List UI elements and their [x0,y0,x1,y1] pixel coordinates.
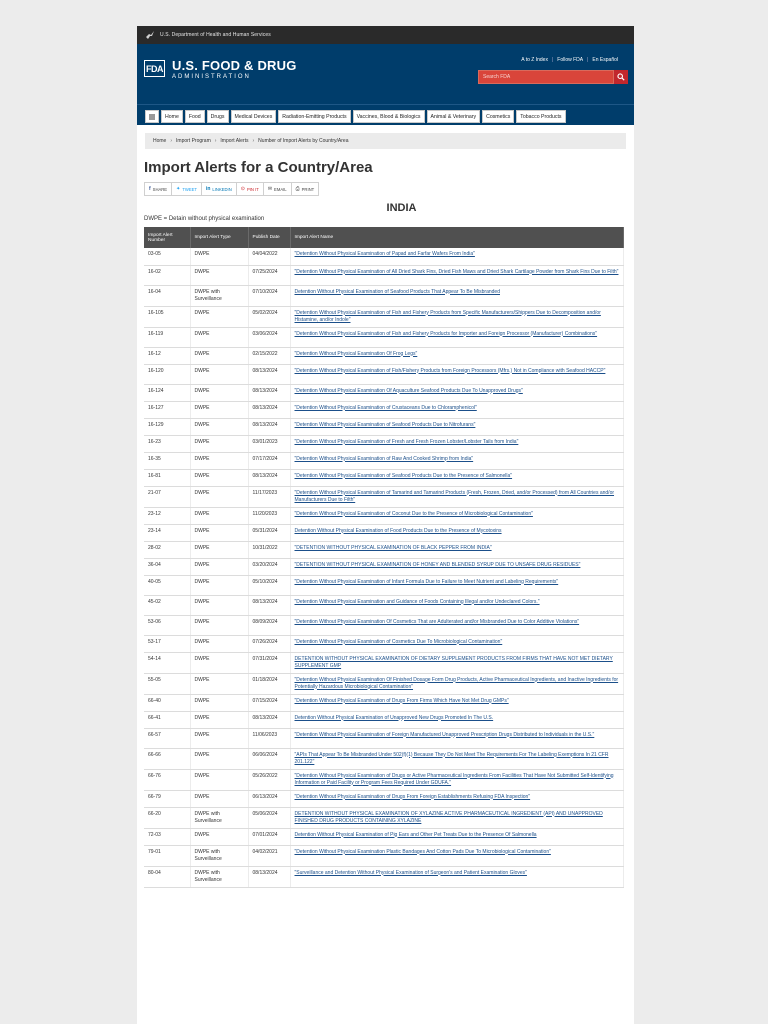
table-header-row [144,227,624,248]
publish-date-cell: 05/06/2024 [248,807,290,828]
alert-name-cell [290,306,624,327]
alert-name-cell [290,790,624,807]
table-row [144,652,624,673]
alert-name-link[interactable]: "Detention Without Physical Examination of Drugs or Active Pharmaceutical Ingredients From Facilities That Have Not Submitted Self-Identifying Information or Paid Facility or Program Fees Required Under GDUFA." [294,772,614,786]
table-row [144,748,624,769]
alert-type-cell: DWPE [190,769,248,790]
alert-number-cell: 79-01 [144,845,190,866]
table-row [144,595,624,615]
alert-number-cell: 16-23 [144,435,190,452]
nav-radiation-products[interactable]: Radiation-Emitting Products [278,110,350,123]
alert-type-cell: DWPE [190,595,248,615]
import-alerts-table [144,227,624,888]
page-title: Import Alerts for a Country/Area [144,159,373,176]
alert-type-cell: DWPE [190,615,248,635]
alert-name-link[interactable]: "Detention Without Physical Examination of Crustaceans Due to Chloramphenicol" [294,404,477,411]
email-icon: ✉ [267,186,273,192]
alert-number-cell: 66-79 [144,790,190,807]
util-link-follow[interactable]: Follow FDA [557,57,584,63]
alert-number-cell: 16-129 [144,418,190,435]
alert-type-cell: DWPE [190,711,248,728]
alert-type-cell: DWPE [190,828,248,845]
alert-name-link[interactable]: "Detention Without Physical Examination of Tamarind and Tamarind Products (Fresh, Frozen, Dried, and/or Processed) from All Countries and/or Manufacturers Due to Filth" [294,489,615,503]
alert-name-cell [290,265,624,285]
alert-type-cell: DWPE [190,327,248,347]
publish-date-cell: 03/20/2024 [248,558,290,575]
alert-type-cell: DWPE [190,435,248,452]
alert-number-cell: 28-02 [144,541,190,558]
alert-name-cell [290,769,624,790]
alert-name-link[interactable]: "Detention Without Physical Examination of Seafood Products Due to Nitrofurans" [294,421,476,428]
alert-name-link[interactable]: "Surveillance and Detention Without Physical Examination of Surgeon's and Patient Examination Gloves" [294,869,527,876]
share-twitter-button[interactable] [172,183,202,195]
alert-name-cell [290,575,624,595]
alert-name-cell [290,248,624,265]
publish-date-cell: 08/13/2024 [248,595,290,615]
publish-date-cell: 07/17/2024 [248,452,290,469]
share-label: SHARE [152,186,168,192]
search-input[interactable] [478,70,614,84]
alert-type-cell: DWPE [190,728,248,748]
alert-number-cell: 16-04 [144,285,190,306]
share-label: TWEET [182,186,197,192]
alert-type-cell: DWPE [190,524,248,541]
alert-name-cell [290,595,624,615]
header-publish-date[interactable]: Publish Date [248,227,290,248]
alert-number-cell: 45-02 [144,595,190,615]
search-button[interactable] [614,70,628,84]
publish-date-cell: 08/13/2024 [248,866,290,887]
search-box [478,70,628,84]
publish-date-cell: 03/06/2024 [248,327,290,347]
alert-name-cell [290,635,624,652]
util-link-espanol[interactable]: En Español [592,57,618,63]
alert-number-cell: 16-119 [144,327,190,347]
alert-type-cell: DWPE [190,418,248,435]
alert-name-cell [290,652,624,673]
alert-number-cell: 54-14 [144,652,190,673]
alert-name-link[interactable]: "Detention Without Physical Examination of Cosmetics Due To Microbiological Contamination" [294,638,503,645]
alert-name-link[interactable]: Detention Without Physical Examination of Seafood Products That Appear To Be Misbranded [294,288,500,295]
alert-name-link[interactable]: Detention Without Physical Examination of Unapproved New Drugs Promoted In The U.S. [294,714,494,721]
share-pinterest-button[interactable] [237,183,264,195]
alert-number-cell: 66-20 [144,807,190,828]
table-row [144,541,624,558]
publish-date-cell: 11/06/2023 [248,728,290,748]
alert-name-cell [290,418,624,435]
alert-name-link[interactable]: "Detention Without Physical Examination of Raw And Cooked Shrimp from India" [294,455,474,462]
alert-number-cell: 66-40 [144,694,190,711]
table-body [144,248,624,887]
alert-type-cell: DWPE [190,401,248,418]
alert-number-cell: 53-17 [144,635,190,652]
alert-number-cell: 21-07 [144,486,190,507]
site-header [137,44,634,104]
alert-number-cell: 40-05 [144,575,190,595]
alert-type-cell: DWPE [190,452,248,469]
header-alert-number[interactable]: Import Alert Number [144,227,190,248]
table-row [144,615,624,635]
alert-type-cell: DWPE [190,265,248,285]
alert-number-cell: 16-120 [144,364,190,384]
table-row [144,384,624,401]
publish-date-cell: 07/25/2024 [248,265,290,285]
alert-type-cell: DWPE with Surveillance [190,845,248,866]
alert-number-cell: 55-05 [144,673,190,694]
share-linkedin-button[interactable] [202,183,237,195]
utility-links [521,57,618,63]
alert-number-cell: 03-05 [144,248,190,265]
alert-number-cell: 16-02 [144,265,190,285]
alert-name-link[interactable]: "Detention Without Physical Examination of Drugs From Firms Which Have Not Met Drug GMPs" [294,697,509,704]
hhs-eagle-icon [145,30,155,40]
alert-type-cell: DWPE [190,486,248,507]
alert-type-cell: DWPE [190,673,248,694]
nav-food[interactable]: Food [185,110,205,123]
alert-number-cell: 66-66 [144,748,190,769]
print-button[interactable] [292,183,319,195]
alert-name-cell [290,558,624,575]
util-separator: | [551,57,554,63]
alert-name-link[interactable]: "Detention Without Physical Examination of Fish/Fishery Products from Foreign Processors (Mfrs.) Not in Compliance with Seafood HACCP" [294,367,606,374]
alert-name-cell [290,615,624,635]
util-separator: | [587,57,589,63]
publish-date-cell: 07/31/2024 [248,652,290,673]
alert-name-link[interactable]: "Detention Without Physical Examination Of Frog Legs" [294,350,418,357]
alert-name-link[interactable]: "DETENTION WITHOUT PHYSICAL EXAMINATION OF BLACK PEPPER FROM INDIA" [294,544,492,551]
util-link-a-to-z[interactable]: A to Z Index [521,57,548,63]
table-row [144,347,624,364]
table-row [144,845,624,866]
alert-type-cell: DWPE [190,248,248,265]
alert-type-cell: DWPE [190,635,248,652]
alert-name-cell [290,524,624,541]
page [137,26,634,1024]
publish-date-cell: 08/13/2024 [248,384,290,401]
publish-date-cell: 05/26/2022 [248,769,290,790]
nav-animal-veterinary[interactable]: Animal & Veterinary [427,110,481,123]
alert-name-cell [290,384,624,401]
alert-name-cell [290,469,624,486]
pinterest-icon: ⊙ [240,186,245,192]
alert-number-cell: 53-06 [144,615,190,635]
alert-type-cell: DWPE with Surveillance [190,807,248,828]
alert-name-cell [290,347,624,364]
alert-number-cell: 66-57 [144,728,190,748]
hhs-bar [137,26,634,44]
alert-type-cell: DWPE with Surveillance [190,866,248,887]
share-label: PIN IT [246,186,259,192]
publish-date-cell: 04/02/2021 [248,845,290,866]
alert-name-link[interactable]: "Detention Without Physical Examination of Fish and Fishery Products for Importer and Foreign Processor (Manufacturer) Combinations" [294,330,598,337]
alert-number-cell: 16-12 [144,347,190,364]
nav-tobacco[interactable]: Tobacco Products [516,110,565,123]
logo-title[interactable]: U.S. FOOD & DRUG [172,58,297,73]
alert-number-cell: 16-81 [144,469,190,486]
alert-type-cell: DWPE [190,541,248,558]
alert-name-link[interactable]: "DETENTION WITHOUT PHYSICAL EXAMINATION OF HONEY AND BLENDED SYRUP DUE TO UNSAFE DRUG RESIDUES" [294,561,581,568]
publish-date-cell: 02/15/2022 [248,347,290,364]
nav-cosmetics[interactable]: Cosmetics [482,110,514,123]
alert-name-link[interactable]: "Detention Without Physical Examination of Infant Formula Due to Failure to Meet Nutrient and Labeling Requirements" [294,578,559,585]
alert-name-cell [290,327,624,347]
table-row [144,673,624,694]
alert-name-link[interactable]: "Detention Without Physical Examination of Fish and Fishery Products from Specific Manufacturers/Shippers Due to Decomposition and/or Histamine, and/or Indole" [294,309,601,323]
alert-type-cell: DWPE [190,507,248,524]
publish-date-cell: 07/01/2024 [248,828,290,845]
publish-date-cell: 08/13/2024 [248,401,290,418]
alert-type-cell: DWPE [190,652,248,673]
nav-drugs[interactable]: Drugs [207,110,229,123]
table-row [144,866,624,887]
share-bar [144,182,319,196]
alert-name-link[interactable]: "Detention Without Physical Examination of Seafood Products Due to the Presence of Salmonella" [294,472,513,479]
alert-number-cell: 72-03 [144,828,190,845]
breadcrumb-home[interactable]: Home [153,138,167,144]
dwpe-legend: DWPE = Detain without physical examination [144,216,265,222]
table-row [144,635,624,652]
share-label: PRINT [301,186,315,192]
alert-type-cell: DWPE [190,469,248,486]
twitter-icon: ✦ [176,186,181,192]
table-row [144,327,624,347]
alert-number-cell: 36-04 [144,558,190,575]
publish-date-cell: 05/31/2024 [248,524,290,541]
publish-date-cell: 08/13/2024 [248,469,290,486]
alert-name-link[interactable]: DETENTION WITHOUT PHYSICAL EXAMINATION OF DIETARY SUPPLEMENT PRODUCTS FROM FIRMS THAT HAVE NOT MET DIETARY SUPPLEMENT GMP [294,655,613,669]
alert-type-cell: DWPE [190,347,248,364]
chevron-right-icon: › [170,138,173,144]
alert-number-cell: 66-41 [144,711,190,728]
alert-name-link[interactable]: "Detention Without Physical Examination of All Dried Shark Fins, Dried Fish Maws and Dried Shark Cartilage Powder from Shark Fins Due to Filth" [294,268,619,275]
publish-date-cell: 07/26/2024 [248,635,290,652]
publish-date-cell: 08/09/2024 [248,615,290,635]
alert-number-cell: 16-35 [144,452,190,469]
alert-name-cell [290,364,624,384]
alert-name-cell [290,401,624,418]
alert-name-cell [290,828,624,845]
alert-name-link[interactable]: "APIs That Appear To Be Misbranded Under 502(f)(1) Because They Do Not Meet The Requirements For The Labeling Exemptions In 21 CFR 201.122" [294,751,609,765]
table-row [144,452,624,469]
alert-name-link[interactable]: Detention Without Physical Examination of Pig Ears and Other Pet Treats Due to the Presence Of Salmonella [294,831,537,838]
publish-date-cell: 11/17/2023 [248,486,290,507]
share-label: EMAIL [274,186,287,192]
breadcrumb-import-alerts[interactable]: Import Alerts [220,138,249,144]
alert-number-cell: 66-76 [144,769,190,790]
breadcrumb [145,133,626,149]
table-row [144,728,624,748]
alert-type-cell: DWPE [190,558,248,575]
alert-name-cell [290,748,624,769]
facebook-icon: f [149,186,151,192]
publish-date-cell: 08/13/2024 [248,364,290,384]
table-row [144,306,624,327]
table-row [144,486,624,507]
header-alert-type[interactable]: Import Alert Type [190,227,248,248]
table-row [144,711,624,728]
alert-number-cell: 16-127 [144,401,190,418]
table-row [144,694,624,711]
alert-name-link[interactable]: "Detention Without Physical Examination of Drugs From Foreign Establishments Refusing FDA Inspection" [294,793,531,800]
alert-name-link[interactable]: "Detention Without Physical Examination of Coconut Due to the Presence of Microbiological Contamination" [294,510,533,517]
alert-type-cell: DWPE [190,575,248,595]
table-row [144,401,624,418]
alert-type-cell: DWPE [190,694,248,711]
table-row [144,364,624,384]
alert-number-cell: 23-14 [144,524,190,541]
alert-name-cell [290,507,624,524]
alert-name-cell [290,541,624,558]
hamburger-icon [149,114,155,120]
alert-name-link[interactable]: "Detention Without Physical Examination Of Cosmetics That are Adulterated and/or Misbranded Due to Color Additive Violations" [294,618,580,625]
publish-date-cell: 07/10/2024 [248,285,290,306]
alert-name-cell [290,866,624,887]
alert-name-cell [290,694,624,711]
alert-type-cell: DWPE [190,364,248,384]
publish-date-cell: 05/02/2024 [248,306,290,327]
alert-name-cell [290,435,624,452]
table-row [144,285,624,306]
alert-type-cell: DWPE [190,790,248,807]
nav-vaccines[interactable]: Vaccines, Blood & Biologics [353,110,425,123]
alert-name-link[interactable]: "Detention Without Physical Examination of Foreign Manufactured Unapproved Prescription Drugs Distributed to Individuals in the U.S." [294,731,595,738]
publish-date-cell: 10/31/2022 [248,541,290,558]
table-row [144,524,624,541]
breadcrumb-current: Number of Import Alerts by Country/Area [258,138,349,144]
publish-date-cell: 08/13/2024 [248,711,290,728]
search-icon [617,73,625,81]
alert-name-link[interactable]: "Detention Without Physical Examination and Guidance of Foods Containing Illegal and/or Undeclared Colors." [294,598,540,605]
alert-type-cell: DWPE [190,748,248,769]
table-row [144,507,624,524]
alert-name-cell [290,728,624,748]
table-row [144,435,624,452]
table-row [144,575,624,595]
alert-name-cell [290,711,624,728]
alert-name-link[interactable]: "Detention Without Physical Examination of Papad and Farfar Wafers From India" [294,251,475,257]
publish-date-cell: 07/15/2024 [248,694,290,711]
alert-number-cell: 16-105 [144,306,190,327]
alert-type-cell: DWPE [190,384,248,401]
table-row [144,265,624,285]
nav-medical-devices[interactable]: Medical Devices [231,110,277,123]
table-row [144,807,624,828]
alert-name-link[interactable]: DETENTION WITHOUT PHYSICAL EXAMINATION OF XYLAZINE ACTIVE PHARMACEUTICAL INGREDIENT (API) AND UNAPPROVED FINISHED DRUG PRODUCTS CONTAINING XYLAZINE [294,810,603,824]
publish-date-cell: 06/06/2024 [248,748,290,769]
share-email-button[interactable] [264,183,292,195]
header-alert-name[interactable]: Import Alert Name [290,227,624,248]
alert-name-link[interactable]: "Detention Without Physical Examination Of Finished Dosage Form Drug Products, Active Pharmaceutical Ingredients, and Inactive Ingredients for Potentially Hazardous Microbiological Contamination" [294,676,619,690]
table-row [144,790,624,807]
logo-subtitle: ADMINISTRATION [172,74,251,80]
table-row [144,248,624,265]
print-icon: ⎙ [295,186,300,192]
fda-logo-icon[interactable]: FDA [144,60,165,77]
share-label: LINKEDIN [212,186,232,192]
publish-date-cell: 01/18/2024 [248,673,290,694]
alert-number-cell: 16-124 [144,384,190,401]
alert-number-cell: 80-04 [144,866,190,887]
table-row [144,828,624,845]
alert-type-cell: DWPE [190,306,248,327]
nav-home[interactable]: Home [161,110,183,123]
publish-date-cell: 11/20/2023 [248,507,290,524]
publish-date-cell: 03/01/2023 [248,435,290,452]
country-heading: INDIA [386,202,417,214]
chevron-right-icon: › [214,138,217,144]
table-row [144,558,624,575]
main-nav [137,104,634,125]
linkedin-icon: in [205,186,211,192]
publish-date-cell: 05/10/2024 [248,575,290,595]
alert-type-cell: DWPE with Surveillance [190,285,248,306]
alert-name-cell [290,845,624,866]
hhs-link[interactable]: U.S. Department of Health and Human Services [160,32,271,38]
table-row [144,469,624,486]
publish-date-cell: 06/13/2024 [248,790,290,807]
share-facebook-button[interactable] [145,183,172,195]
alert-name-cell [290,486,624,507]
alert-name-link[interactable]: "Detention Without Physical Examination of Fresh and Fresh Frozen Lobster/Lobster Tails from India" [294,438,519,445]
alert-name-cell [290,807,624,828]
breadcrumb-import-program[interactable]: Import Program [176,138,211,144]
nav-menu-button[interactable] [145,110,159,123]
chevron-right-icon: › [252,138,255,144]
publish-date-cell: 08/13/2024 [248,418,290,435]
alert-number-cell: 23-12 [144,507,190,524]
alert-name-link[interactable]: Detention Without Physical Examination of Food Products Due to the Presence of Mycotoxins [294,527,502,534]
table-row [144,769,624,790]
alert-name-cell [290,285,624,306]
alert-name-link[interactable]: "Detention Without Physical Examination Of Aquaculture Seafood Products Due To Unapproved Drugs" [294,387,523,394]
table-row [144,418,624,435]
alert-name-cell [290,673,624,694]
publish-date-cell: 04/04/2022 [248,248,290,265]
alert-name-link[interactable]: "Detention Without Physical Examination Plastic Bandages And Cotton Pads Due To Microbiological Contamination" [294,848,551,855]
alert-name-cell [290,452,624,469]
